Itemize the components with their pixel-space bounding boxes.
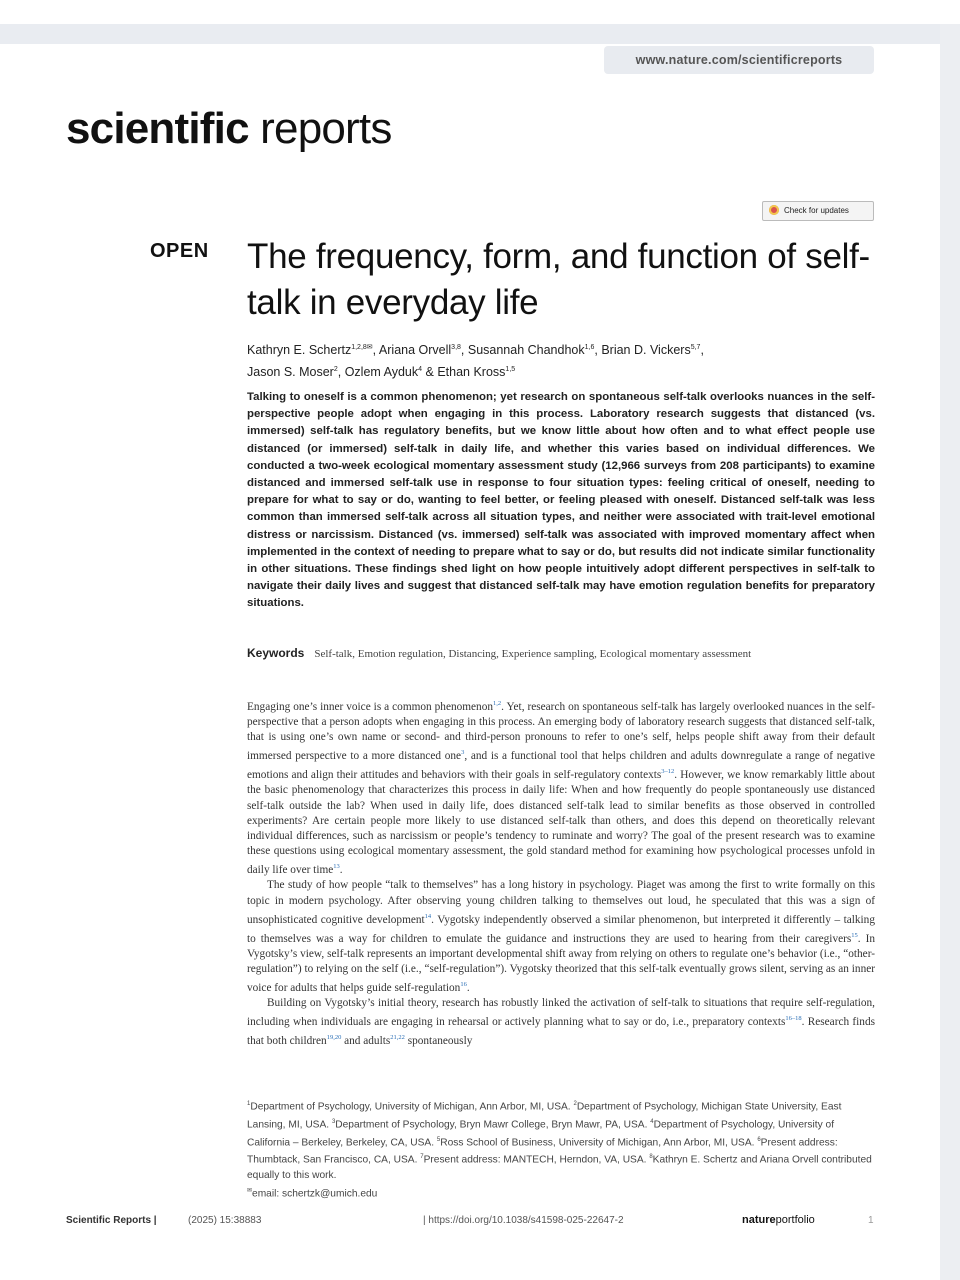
text-run: and adults (341, 1034, 391, 1047)
footer-journal-name: Scientific Reports | (66, 1215, 157, 1226)
keywords-label: Keywords (247, 646, 305, 660)
citation-link[interactable]: 21,22 (390, 1034, 405, 1042)
check-updates-label: Check for updates (784, 206, 849, 215)
affiliation-text: Ross School of Business, University of Michigan, Ann Arbor, MI, USA. (440, 1136, 758, 1148)
keywords (247, 645, 875, 662)
affiliation-text: Department of Psychology, Michigan State University, East Lansing, MI, USA. (247, 1101, 842, 1131)
affiliation-text: Department of Psychology, University of California – Berkeley, Berkeley, CA, USA. (247, 1119, 835, 1148)
email-icon: ✉ (247, 1187, 253, 1194)
text-run: . (339, 864, 343, 877)
author-affiliation-sup: 2 (333, 366, 338, 374)
keywords-list: Self-talk, Emotion regulation, Distancing, Experience sampling, Ecological momentary assessment (314, 648, 752, 660)
affiliation-number: 1 (247, 1101, 251, 1107)
author-name[interactable]: Kathryn E. Schertz (247, 343, 352, 358)
citation-link[interactable]: 3–12 (661, 768, 675, 776)
author-affiliation-sup: 1,2,8✉ (351, 344, 373, 351)
citation-link[interactable]: 16 (460, 981, 467, 989)
affiliation-number: 8 (649, 1154, 653, 1161)
text-run: , and is a functional tool that helps children and adults downregulate a range of negative emotions and align their attitudes and behaviors with their goals in self-regulatory contexts (247, 750, 875, 782)
text-run: . In Vygotsky’s view, self-talk represents an important developmental shift away from relying on others to regulate one’s behavior (i.e., “other-regulation”) to relying on the self (i.e., “self-regulation”). Vygotsky theorized that this self-talk eventually grows silent, serving as an inner voice for adults that helps guide self-regulation (247, 932, 875, 994)
corresponding-email-link[interactable]: email: schertzk@umich.edu (252, 1187, 378, 1199)
right-scroll-band (940, 24, 960, 1280)
open-access-label: OPEN (150, 240, 209, 262)
journal-logo-light: reports (248, 104, 392, 153)
author-name[interactable]: Ethan Kross (437, 365, 506, 380)
affiliation-number: 5 (436, 1136, 441, 1143)
page-footer (66, 1215, 878, 1231)
text-run: . However, we know remarkably little about the basic phenomenology that characterizes this process in daily life: When and how frequently do people spontaneously use distanced self-talk outside the lab? When used in daily life, does distanced self-talk lead to similar benefits as those observed in controlled experiments? Are certain people more likely to use distanced self-talk than others, and does this depend on theoretically relevant individual differences, such as narcissism or people’s tendency to ruminate and worry? The goal of the present research was to examine these questions using ecological momentary assessment, the gold standard method for examining how psychological processes unfold in daily life over time (247, 769, 875, 877)
footer-volume: (2025) 15:38883 (188, 1215, 262, 1226)
affiliation-number: 4 (650, 1118, 654, 1125)
text-run: . (466, 981, 470, 994)
footer-doi-link[interactable]: | https://doi.org/10.1038/s41598-025-22647-2 (423, 1215, 624, 1226)
main-text (247, 696, 875, 1049)
author-affiliation-sup: 1,6 (584, 344, 595, 351)
author-name[interactable]: Susannah Chandhok (467, 343, 585, 358)
affiliation-text: Department of Psychology, University of Michigan, Ann Arbor, MI, USA. (250, 1101, 574, 1113)
citation-link[interactable]: 16–18 (785, 1015, 802, 1023)
citation-link[interactable]: 15 (851, 931, 858, 939)
abstract: Talking to oneself is a common phenomenon; yet research on spontaneous self-talk overlooks nuances in the self-perspective people adopt when engaging in this process. Laboratory research suggests that distanced (vs. immersed) self-talk has regulatory benefits, but we know little about how often and to what effect people use distanced (or immersed) self-talk in daily life, and whether this varies based on individual differences. We conducted a two-week ecological momentary assessment study (12,966 surveys from 208 participants) to examine distanced and immersed self-talk use in response to four situation types: feeling critical of oneself, needing to prepare for what to say or do, wanting to feel better, or feeling pleased with oneself. Distanced self-talk was less common than immersed self-talk across all situation types, and neither were associated with trait-level emotional distress or narcissism. Distanced (vs. immersed) self-talk was associated with improved momentary affect when implemented in the context of needing to prepare what to say or do, but results did not indicate similar functionality in other situations. These findings shed light on how people intuitively adopt different perspectives in self-talk to navigate their daily lives and suggest that distanced self-talk may have emotion regulation benefits for preparatory situations. (247, 391, 875, 610)
author-affiliation-sup: 5,7 (690, 344, 701, 351)
brand-bold: nature (742, 1214, 776, 1226)
journal-url-link[interactable]: www.nature.com/scientificreports (604, 46, 874, 74)
affiliation-text: Department of Psychology, Bryn Mawr College, Bryn Mawr, PA, USA. (335, 1119, 651, 1131)
brand-light: portfolio (775, 1214, 815, 1226)
text-run: spontaneously (404, 1034, 473, 1047)
text-run: The study of how people “talk to themselves” has a long history in psychology. Piaget was among the first to write formally on this topic in modern psychology. After observing young children talking to themselves out loud, he speculated that this was a sign of unsophisticated cognitive development (247, 879, 875, 926)
affiliation-text: Kathryn E. Schertz and Ariana Orvell contributed equally to this work. (247, 1154, 872, 1182)
author-name[interactable]: Jason S. Moser (247, 365, 334, 380)
paragraph-2 (247, 878, 875, 996)
text-run: . Vygotsky independently observed a similar phenomenon, but interpreted it differently – talking to themselves was a way for children to emulate the guidance and instructions they are used to hearing from their caregivers (247, 913, 875, 945)
journal-logo-bold: scientific (66, 104, 249, 153)
affiliation-number: 2 (573, 1101, 577, 1107)
author-name[interactable]: Ariana Orvell (378, 343, 452, 358)
text-run: . Yet, research on spontaneous self-talk has largely overlooked nuances in the self-perspective that a person adopts when engaging in this process. An emerging body of laboratory research suggests that distanced self-talk, that is using one’s own name or second- and third-person pronouns to refer to one’s self, helps people shift away from their default immersed perspective to a more distanced one (247, 700, 875, 763)
nature-portfolio-logo (742, 1214, 815, 1226)
check-updates-button[interactable] (762, 201, 874, 221)
page-number: 1 (868, 1215, 874, 1226)
journal-logo (66, 104, 392, 154)
affiliation-number: 3 (331, 1118, 336, 1125)
affiliation-text: Present address: Thumbtack, San Francisco, CA, USA. (247, 1136, 838, 1166)
paragraph-3 (247, 996, 875, 1049)
author-list: Kathryn E. Schertz$^{1,2,8✉}$, Ariana Orvell$^{3,8}$, Susannah Chandhok$^{1,6}$, Brian D. Vickers$^{5,7}$, Jason S. Moser$^2$, Ozlem Ayduk$^4$ & Ethan Kross$^{1,5}$ (247, 343, 704, 380)
author-affiliation-sup: 1,5 (505, 366, 516, 374)
top-band (0, 24, 940, 44)
affiliation-text: Present address: MANTECH, Herndon, VA, USA. (423, 1154, 650, 1166)
text-run: Building on Vygotsky’s initial theory, research has robustly linked the activation of self-talk to situations that require self-regulation, including when individuals are engaging in rehearsal or actively planning what to say or do, i.e., preparatory contexts (247, 997, 875, 1028)
article-title: The frequency, form, and function of self-talk in everyday life (247, 237, 870, 322)
text-run: . Research finds that both children (247, 1015, 875, 1047)
affiliation-number: 6 (757, 1136, 761, 1143)
paragraph-1 (247, 696, 875, 878)
affiliations (247, 1097, 875, 1201)
author-name[interactable]: Ozlem Ayduk (344, 365, 419, 380)
citation-link[interactable]: 1,2 (493, 700, 502, 707)
author-affiliation-sup: 4 (418, 366, 423, 374)
author-affiliation-sup: 3,8 (451, 344, 461, 351)
citation-link[interactable]: 19,20 (326, 1034, 342, 1042)
citation-link[interactable]: 13 (333, 863, 340, 871)
text-run: Engaging one’s inner voice is a common phenomenon (247, 700, 494, 713)
citation-link[interactable]: 14 (424, 912, 432, 920)
citation-link[interactable]: 3 (461, 749, 465, 757)
author-name[interactable]: Brian D. Vickers (601, 343, 691, 358)
affiliation-number: 7 (420, 1154, 424, 1161)
check-updates-icon (769, 205, 779, 215)
